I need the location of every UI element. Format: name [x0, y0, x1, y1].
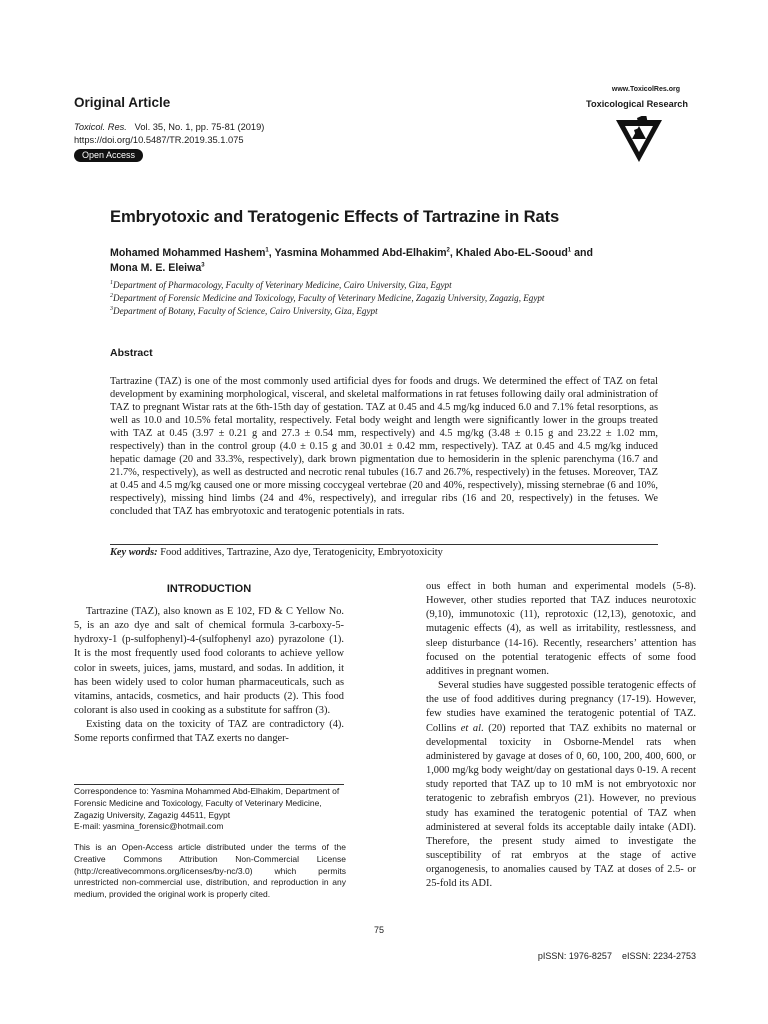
body-column-right: [426, 580, 696, 891]
paragraph-text: . (20) reported that TAZ exhibits no maternal or developmental toxicity in Osborne-Mendel rats when administered by gavage at doses of 0, 60, 100, 200, 400, 600, or 1,000 mg/kg body weight/day on gestational days 0-19. A recent study reported that TAZ up to 10 mM is not embryotoxic nor teratogenic to zebrafish embryos (21). However, no previous study has examined the teratogenic potential of TAZ when administered at several folds its acceptable daily intake (ADI). Therefore, the present study aimed to investigate the susceptibility of rat embryos at the stage of active organogenesis, to anomalies caused by TAZ at doses of 2.5- or 25-fold its ADI.: [426, 722, 696, 890]
affiliation: [110, 279, 680, 292]
open-access-badge: Open Access: [74, 149, 143, 162]
paragraph: Tartrazine (TAZ), also known as E 102, FD & C Yellow No. 5, is an azo dye and salt of chemical formula 3-carboxy-5-hydroxy-1 (p-sulfophenyl)-4-(sulfophenyl azo) pyrazolone (1). It is the most frequently used food colorants to achieve yellow color in sweets, juices, jams, mustard, and sodas. In addition, it has been widely used to color human pharmaceuticals, such as vitamins, antacids, cosmetics, and hair products (2). This food colorant is also used in cooking as a substitute for saffron (3).: [74, 606, 344, 717]
author-name: Mohamed Mohammed Hashem: [110, 247, 266, 259]
keywords-text: Food additives, Tartrazine, Azo dye, Teratogenicity, Embryotoxicity: [160, 547, 443, 558]
license-footnote: This is an Open-Access article distributed under the terms of the Creative Commons Attribution Non-Commercial License (http://creativecommons.org/licenses/by-nc/3.0) which permits unrestricted non-commercial use, distribution, and reproduction in any medium, provided the original work is properly cited.: [74, 842, 346, 900]
abstract-divider: [110, 544, 658, 545]
paragraph: ous effect in both human and experimental models (5-8). However, other studies reported that TAZ induces neurotoxic (9,10), immunotoxic (11), reprotoxic (12,13), genotoxic, and mutagenic effects (4), as well as irritability, restlessness, and sleep disturbance (14-16). Recently, researchers’ attention has focused on the potential teratogenic effects of some food additives in pregnant women.: [426, 581, 696, 677]
author-conjunction: and: [574, 247, 593, 259]
affiliation: [110, 292, 680, 305]
et-al: et al: [460, 722, 481, 734]
section-heading-introduction: INTRODUCTION: [166, 583, 252, 595]
author-list: Mohamed Mohammed Hashem$^1$, Yasmina Mohammed Abd-Elhakim$^2$, Khaled Abo-EL-Sooud$^1$ and Mona M. E. Eleiwa$^3$: [110, 247, 593, 274]
affiliation-mark: 1: [110, 279, 113, 286]
doi-link[interactable]: https://doi.org/10.5487/TR.2019.35.1.075: [74, 135, 244, 145]
journal-logo-icon: [614, 116, 664, 164]
affiliation-text: Department of Pharmacology, Faculty of Veterinary Medicine, Cairo University, Giza, Egypt: [113, 280, 452, 290]
author-affiliation-mark: 2: [446, 247, 450, 254]
keywords: Key words: Food additives, Tartrazine, Azo dye, Teratogenicity, Embryotoxicity: [110, 547, 443, 558]
journal-name: Toxicological Research: [586, 99, 688, 109]
footnote-divider: [74, 784, 344, 785]
affiliation-mark: 2: [110, 292, 113, 299]
issn: pISSN: 1976-8257 eISSN: 2234-2753: [537, 951, 696, 961]
author-name: Khaled Abo-EL-Sooud: [455, 247, 568, 259]
author-name: Mona M. E. Eleiwa: [110, 262, 202, 274]
citation-block: [74, 121, 264, 147]
author-affiliation-mark: 1: [265, 247, 269, 254]
keywords-label: Key words: [110, 547, 155, 558]
citation-details: Vol. 35, No. 1, pp. 75-81 (2019): [134, 122, 265, 132]
article-type: Original Article: [74, 95, 171, 110]
affiliation-text: Department of Botany, Faculty of Science, Cairo University, Giza, Egypt: [113, 306, 378, 316]
author-name: Yasmina Mohammed Abd-Elhakim: [274, 247, 447, 259]
paragraph: Existing data on the toxicity of TAZ are contradictory (4). Some reports confirmed that TAZ exerts no danger-: [74, 719, 344, 745]
affiliation-text: Department of Forensic Medicine and Toxicology, Faculty of Veterinary Medicine, Zagazig University, Zagazig, Egypt: [113, 293, 545, 303]
author-affiliation-mark: 3: [201, 262, 205, 269]
citation-journal: Toxicol. Res.: [74, 122, 127, 132]
correspondence-text: Correspondence to: Yasmina Mohammed Abd-Elhakim, Department of Forensic Medicine and Toxicology, Faculty of Veterinary Medicine, Zagazig University, Zagazig 44511, Egypt: [74, 786, 340, 820]
abstract-text: Tartrazine (TAZ) is one of the most commonly used artificial dyes for foods and drugs. We determined the effect of TAZ on fetal development by examining morphological, visceral, and skeletal malformations in rat fetuses following daily oral administration of TAZ to pregnant Wistar rats at the 6th-15th day of gestation. TAZ at 0.45 and 4.5 mg/kg induced 6.0 and 7.1% fetal resorptions, as well as 10.0 and 10.5% fetal mortality, respectively. Fetal body weight and length were significantly lower in the groups treated with TAZ at 0.45 (3.97 ± 0.21 g and 27.3 ± 0.54 mm, respectively) and 4.5 mg/kg (3.48 ± 0.15 g and 23.22 ± 1.02 mm, respectively) than in the control group (4.0 ± 0.15 g and 30.01 ± 0.42 mm, respectively). TAZ at 0.45 and 4.5 mg/kg induced hepatic damage (20 and 33.3%, respectively), dark brown pigmentation due to hemosiderin in the splenic parenchyma (16.7 and 21.7%, respectively), as well as destructed and necrotic renal tubules (16.7 and 26.7%, respectively) in the fetuses. Moreover, TAZ at 0.45 and 4.5 mg/kg caused one or more missing coccygeal vertebrae (20 and 40%, respectively), missing sternebrae (6 and 10%, respectively), missing hind limbs (24 and 4%, respectively), and irregular ribs (16 and 20, respectively) in the fetuses. We concluded that TAZ has embryotoxic and teratogenic potentials in rats.: [110, 376, 658, 517]
correspondence-footnote: [74, 786, 346, 833]
paragraph: [426, 679, 696, 891]
body-column-left: [74, 605, 344, 747]
affiliation-list: [110, 279, 680, 318]
correspondence-email[interactable]: E-mail: yasmina_forensic@hotmail.com: [74, 821, 224, 832]
affiliation-mark: 3: [110, 305, 113, 312]
paragraph-text: Several studies have suggested possible teratogenic effects of the use of food additives during pregnancy (17-19). However, few studies have examined the teratogenic potential of TAZ. Collins: [426, 680, 696, 734]
author-affiliation-mark: 1: [567, 247, 572, 254]
affiliation: [110, 305, 680, 318]
journal-website[interactable]: www.ToxicolRes.org: [611, 86, 680, 93]
page-number: 75: [374, 925, 385, 935]
abstract-heading: Abstract: [110, 347, 153, 359]
article-title: Embryotoxic and Teratogenic Effects of Tartrazine in Rats: [110, 207, 560, 226]
